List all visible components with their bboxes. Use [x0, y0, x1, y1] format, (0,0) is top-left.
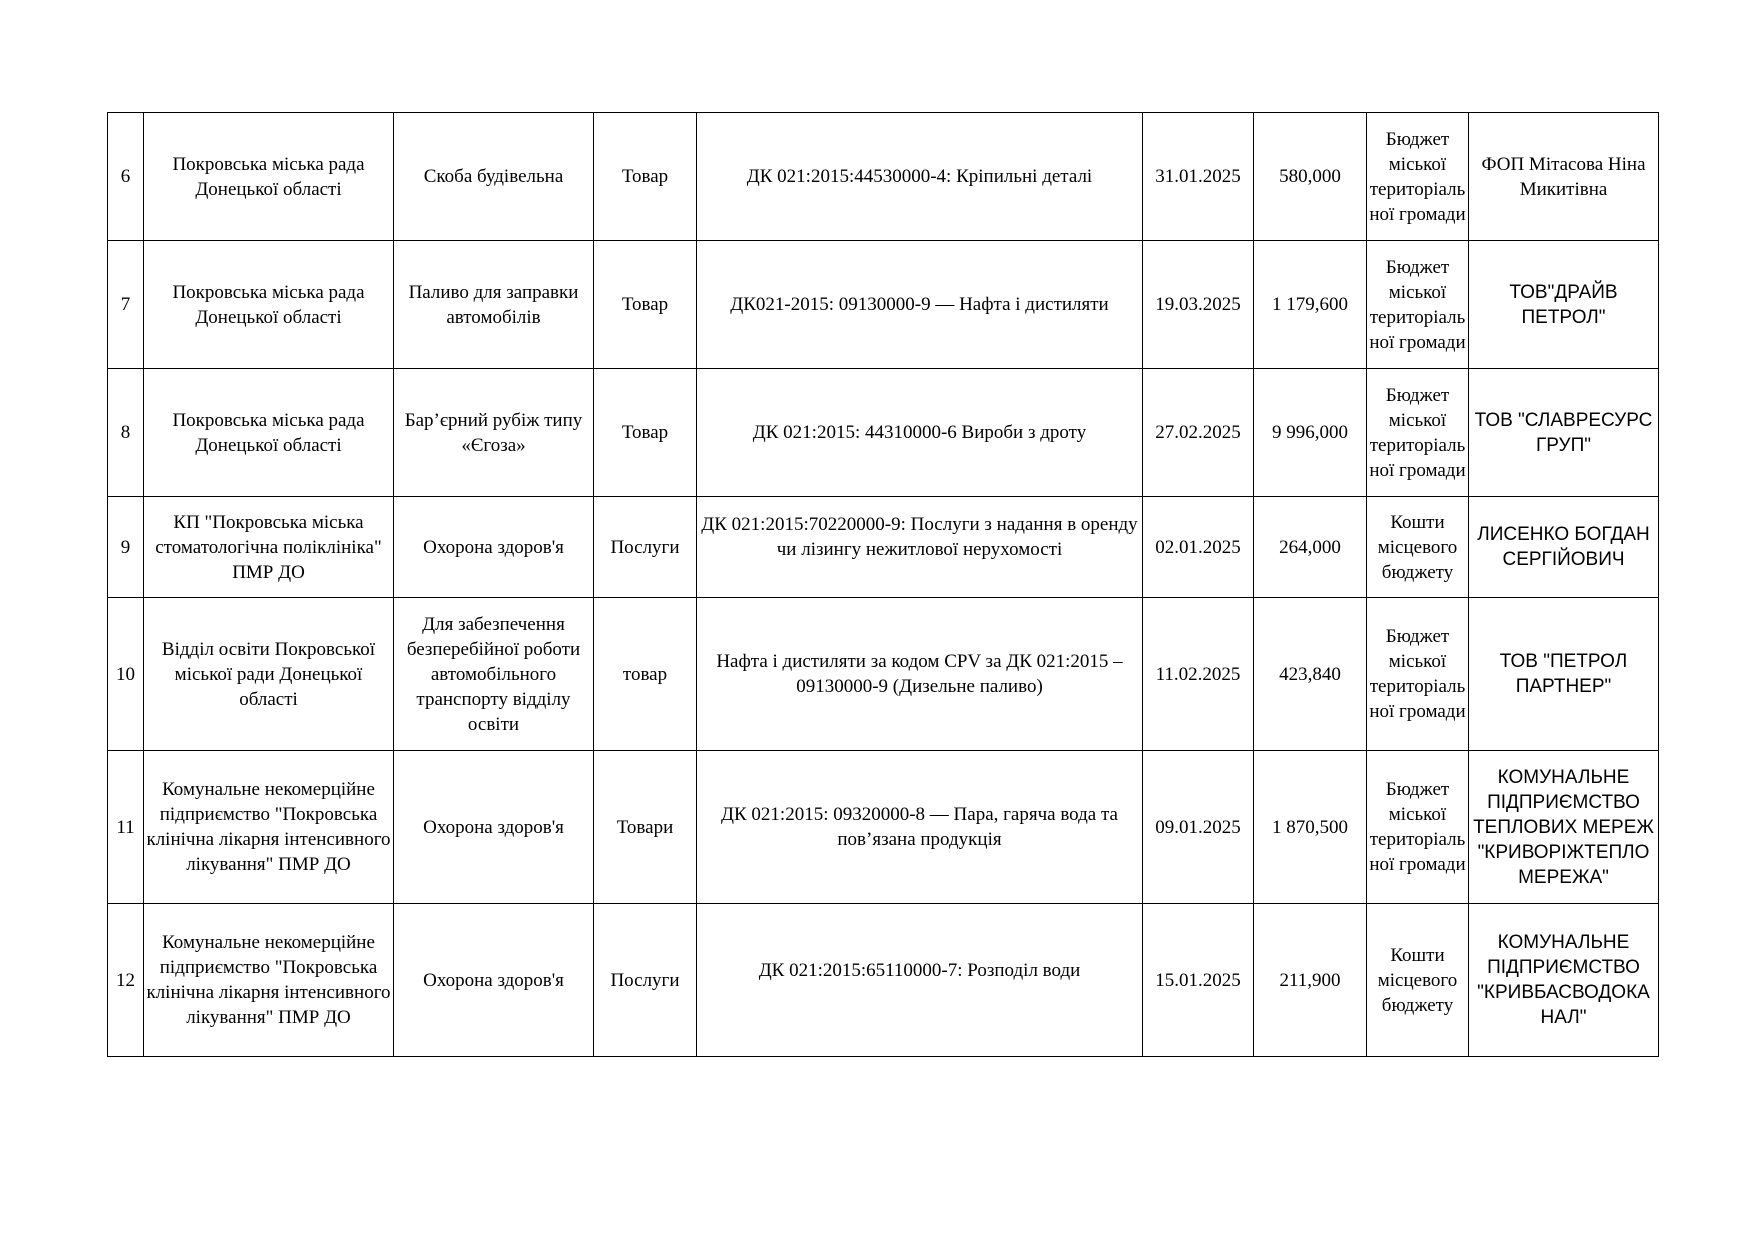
- customer-cell: Комунальне некомерційне підприємство "Покровська клінічна лікарня інтенсивного лікування" ПМР ДО: [144, 751, 394, 904]
- cpv-text: ДК 021:2015:65110000-7: Розподіл води: [758, 959, 1081, 981]
- customer-cell: Відділ освіти Покровської міської ради Донецької області: [144, 598, 394, 751]
- type-cell: товар: [594, 598, 697, 751]
- amount-cell: 264,000: [1254, 497, 1367, 598]
- supplier-cell: КОМУНАЛЬНЕ ПІДПРИЄМСТВО ТЕПЛОВИХ МЕРЕЖ "КРИВОРІЖТЕПЛОМЕРЕЖА": [1469, 751, 1659, 904]
- row-number: 10: [108, 598, 144, 751]
- table-row: [108, 904, 1659, 1057]
- type-cell: Товари: [594, 751, 697, 904]
- row-number: 8: [108, 369, 144, 497]
- date-cell: 31.01.2025: [1143, 113, 1254, 241]
- funding-source-cell: Бюджет міської територіальної громади: [1367, 113, 1469, 241]
- procurement-table: [107, 112, 1659, 1057]
- subject-cell: Охорона здоров'я: [394, 751, 594, 904]
- supplier-cell: ФОП Мітасова Ніна Микитівна: [1469, 113, 1659, 241]
- supplier-cell: ТОВ "СЛАВРЕСУРС ГРУП": [1469, 369, 1659, 497]
- table-row: [108, 751, 1659, 904]
- amount-cell: 423,840: [1254, 598, 1367, 751]
- amount-cell: 1 179,600: [1254, 241, 1367, 369]
- date-cell: 11.02.2025: [1143, 598, 1254, 751]
- supplier-cell: ЛИСЕНКО БОГДАН СЕРГІЙОВИЧ: [1469, 497, 1659, 598]
- amount-cell: 580,000: [1254, 113, 1367, 241]
- cpv-cell: ДК021-2015: 09130000-9 — Нафта і дистиляти: [697, 241, 1143, 369]
- row-number: 6: [108, 113, 144, 241]
- type-cell: Послуги: [594, 497, 697, 598]
- row-number: 9: [108, 497, 144, 598]
- funding-source-cell: Кошти місцевого бюджету: [1367, 904, 1469, 1057]
- table-row: [108, 497, 1659, 598]
- customer-cell: Покровська міська рада Донецької області: [144, 113, 394, 241]
- subject-cell: Скоба будівельна: [394, 113, 594, 241]
- funding-source-cell: Бюджет міської територіальної громади: [1367, 598, 1469, 751]
- cpv-cell: ДК 021:2015: 44310000-6 Вироби з дроту: [697, 369, 1143, 497]
- type-cell: Товар: [594, 241, 697, 369]
- row-number: 11: [108, 751, 144, 904]
- amount-cell: 1 870,500: [1254, 751, 1367, 904]
- row-number: 12: [108, 904, 144, 1057]
- subject-cell: Охорона здоров'я: [394, 904, 594, 1057]
- cpv-cell: [697, 497, 1143, 598]
- type-cell: Послуги: [594, 904, 697, 1057]
- customer-cell: Покровська міська рада Донецької області: [144, 241, 394, 369]
- cpv-cell: Нафта і дистиляти за кодом CPV за ДК 021:2015 – 09130000-9 (Дизельне паливо): [697, 598, 1143, 751]
- amount-cell: 211,900: [1254, 904, 1367, 1057]
- funding-source-cell: Бюджет міської територіальної громади: [1367, 369, 1469, 497]
- funding-source-cell: Кошти місцевого бюджету: [1367, 497, 1469, 598]
- date-cell: 19.03.2025: [1143, 241, 1254, 369]
- subject-cell: Охорона здоров'я: [394, 497, 594, 598]
- subject-cell: Бар’єрний рубіж типу «Єгоза»: [394, 369, 594, 497]
- table-row: [108, 113, 1659, 241]
- row-number: 7: [108, 241, 144, 369]
- date-cell: 09.01.2025: [1143, 751, 1254, 904]
- date-cell: 27.02.2025: [1143, 369, 1254, 497]
- subject-cell: Для забезпечення безперебійної роботи автомобільного транспорту відділу освіти: [394, 598, 594, 751]
- type-cell: Товар: [594, 369, 697, 497]
- amount-cell: 9 996,000: [1254, 369, 1367, 497]
- cpv-cell: [697, 904, 1143, 1057]
- date-cell: 15.01.2025: [1143, 904, 1254, 1057]
- cpv-cell: ДК 021:2015: 09320000-8 — Пара, гаряча вода та пов’язана продукція: [697, 751, 1143, 904]
- cpv-text: ДК 021:2015:70220000-9: Послуги з надання в оренду чи лізингу нежитлової нерухомості: [701, 514, 1138, 560]
- supplier-cell: ТОВ"ДРАЙВ ПЕТРОЛ": [1469, 241, 1659, 369]
- funding-source-cell: Бюджет міської територіальної громади: [1367, 751, 1469, 904]
- funding-source-cell: Бюджет міської територіальної громади: [1367, 241, 1469, 369]
- customer-cell: Покровська міська рада Донецької області: [144, 369, 394, 497]
- type-cell: Товар: [594, 113, 697, 241]
- subject-cell: Паливо для заправки автомобілів: [394, 241, 594, 369]
- supplier-cell: ТОВ "ПЕТРОЛ ПАРТНЕР": [1469, 598, 1659, 751]
- table-row: [108, 598, 1659, 751]
- date-cell: 02.01.2025: [1143, 497, 1254, 598]
- customer-cell: Комунальне некомерційне підприємство "Покровська клінічна лікарня інтенсивного лікування" ПМР ДО: [144, 904, 394, 1057]
- supplier-cell: КОМУНАЛЬНЕ ПІДПРИЄМСТВО "КРИВБАСВОДОКАНАЛ": [1469, 904, 1659, 1057]
- table-row: [108, 369, 1659, 497]
- table-row: [108, 241, 1659, 369]
- customer-cell: КП "Покровська міська стоматологічна поліклініка" ПМР ДО: [144, 497, 394, 598]
- cpv-cell: ДК 021:2015:44530000-4: Кріпильні деталі: [697, 113, 1143, 241]
